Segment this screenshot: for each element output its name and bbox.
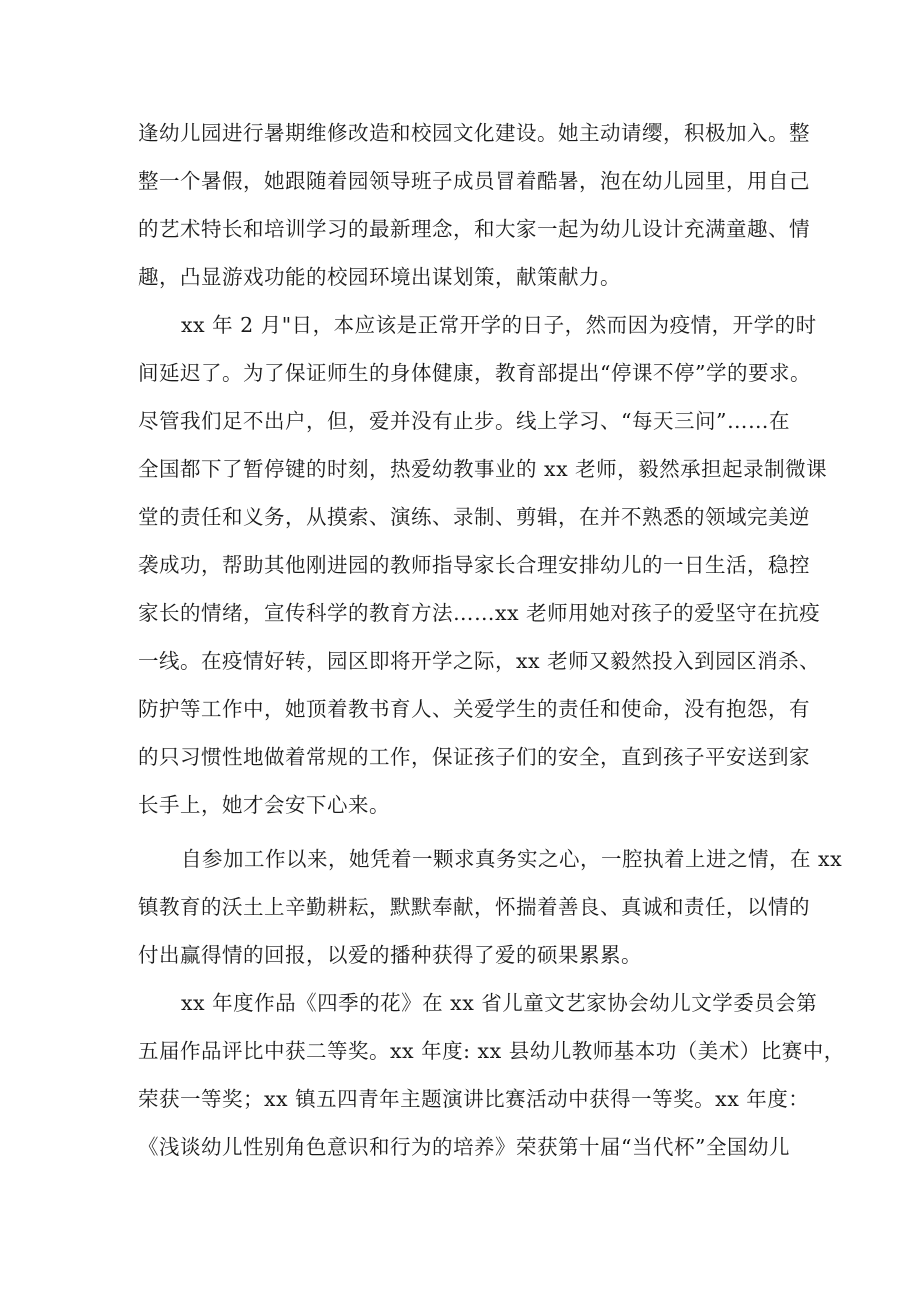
paragraph-1-line-3: 的艺术特长和培训学习的最新理念，和大家一起为幼儿设计充满童趣、情 bbox=[138, 217, 810, 241]
paragraph-2-line-9: 防护等工作中，她顶着教书育人、关爱学生的责任和使命，没有抱怨，有 bbox=[138, 697, 810, 721]
paragraph-2-line-11: 长手上，她才会安下心来。 bbox=[138, 793, 390, 817]
paragraph-2-line-3: 尽管我们足不出户，但，爱并没有止步。线上学习、“每天三问”……在 bbox=[138, 409, 790, 433]
paragraph-2-line-5: 堂的责任和义务，从摸索、演练、录制、剪辑，在并不熟悉的领域完美逆 bbox=[138, 505, 810, 529]
paragraph-4-line-4: 《浅谈幼儿性别角色意识和行为的培养》荣获第十届“当代杯”全国幼儿 bbox=[138, 1135, 790, 1159]
paragraph-3-line-2: 镇教育的沃土上辛勤耕耘，默默奉献，怀揣着善良、真诚和责任，以情的 bbox=[138, 895, 810, 919]
paragraph-1-line-4: 趣，凸显游戏功能的校园环境出谋划策，献策献力。 bbox=[138, 265, 621, 289]
paragraph-4-line-1: xx 年度作品《四季的花》在 xx 省儿童文艺家协会幼儿文学委员会第 bbox=[181, 991, 818, 1015]
paragraph-2-line-6: 袭成功，帮助其他刚进园的教师指导家长合理安排幼儿的一日生活，稳控 bbox=[138, 553, 810, 577]
paragraph-3-line-3: 付出赢得情的回报，以爱的播种获得了爱的硕果累累。 bbox=[138, 943, 642, 967]
paragraph-4-line-3: 荣获一等奖；xx 镇五四青年主题演讲比赛活动中获得一等奖。xx 年度： bbox=[138, 1087, 810, 1111]
paragraph-2-line-1: xx 年 2 月"日，本应该是正常开学的日子，然而因为疫情，开学的时 bbox=[181, 313, 817, 337]
paragraph-4-line-2: 五届作品评比中获二等奖。xx 年度: xx 县幼儿教师基本功（美术）比赛中， bbox=[138, 1039, 845, 1063]
paragraph-1-line-1: 逢幼儿园进行暑期维修改造和校园文化建设。她主动请缨，积极加入。整 bbox=[138, 121, 810, 145]
paragraph-2-line-2: 间延迟了。为了保证师生的身体健康，教育部提出“停课不停”学的要求。 bbox=[138, 361, 811, 385]
paragraph-3-line-1: 自参加工作以来，她凭着一颗求真务实之心，一腔执着上进之情，在 xx bbox=[181, 847, 843, 871]
paragraph-2-line-7: 家长的情绪，宣传科学的教育方法……xx 老师用她对孩子的爱坚守在抗疫 bbox=[138, 601, 821, 625]
paragraph-2-line-8: 一线。在疫情好转，园区即将开学之际，xx 老师又毅然投入到园区消杀、 bbox=[138, 649, 821, 673]
paragraph-2-line-4: 全国都下了暂停键的时刻，热爱幼教事业的 xx 老师，毅然承担起录制微课 bbox=[138, 457, 828, 481]
paragraph-1-line-2: 整一个暑假，她跟随着园领导班子成员冒着酷暑，泡在幼儿园里，用自己 bbox=[138, 169, 810, 193]
paragraph-2-line-10: 的只习惯性地做着常规的工作，保证孩子们的安全，直到孩子平安送到家 bbox=[138, 745, 810, 769]
